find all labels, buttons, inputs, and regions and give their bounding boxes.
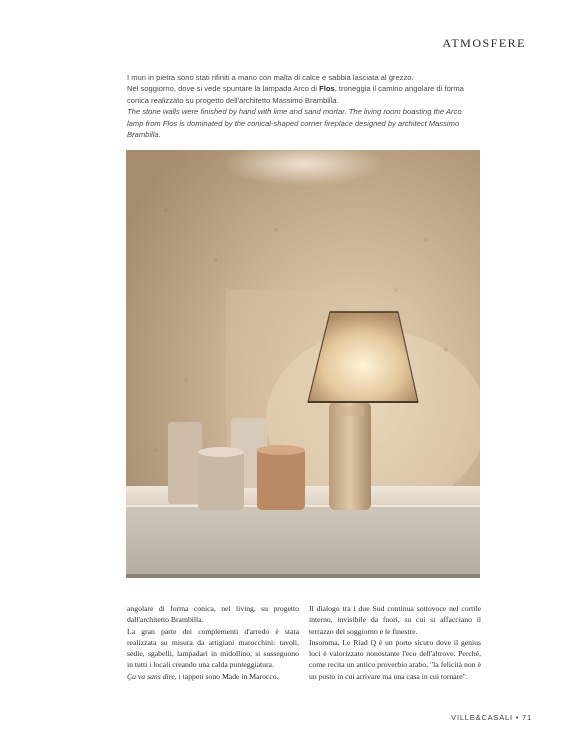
caption-english: The stone walls were finished by hand with lime and sand mortar. The living room boasting the Arco lamp from Flos is dominated by the conical-shaped corner fireplace designed by architect Massimo Brambilla. [127, 107, 462, 140]
photo-caption [127, 72, 472, 140]
section-title: ATMOSFERE [442, 36, 526, 50]
caption-italian [127, 72, 472, 106]
body-italic-phrase: Ça va sans dire [127, 671, 175, 681]
lamp-still-life-image [126, 150, 480, 578]
body-paragraph: Insomma, Le Riad Q è un porto sicuro dove il genius loci è valorizzato nonostante l'eco dell'altrove. Perché, come recita un antico proverbio arabo, "la felicità non è un posto in cui arrivare ma una casa in cui tornare". [309, 637, 481, 681]
body-paragraph [127, 671, 299, 682]
caption-brand: Flos [319, 84, 335, 94]
lamp-base [329, 402, 371, 510]
body-paragraph: Il dialogo tra i due Sud continua sottovoce nel cortile interno, invisibile da fuori, su cui si affacciano il terrazzo del soggiorno e le finestre. [309, 604, 481, 636]
vase-4 [257, 448, 305, 510]
caption-italian-part2-pre: Nel soggiorno, dove si vede spuntare la lampada Arco di [127, 84, 320, 94]
page-folio: VILLE&CASALI • 71 [451, 713, 532, 722]
body-paragraph: angolare di forma conica, nel living, su progetto dall'architetto Brambilla. [127, 604, 299, 625]
caption-italian-part1: I muri in pietra sono stati rifiniti a mano con malta di calce e sabbia lasciata al grezzo. [127, 73, 414, 82]
body-column-right [309, 603, 481, 682]
body-paragraph: La gran parte dei complementi d'arredo è stata realizzata su misura da artigiani marocchini: tavoli, sedie, sgabelli, lampadari in midollino, si susseguono in tutti i locali creando una calda punteggiatura. [127, 626, 299, 670]
caption-italian-part2-post: , troneggia il camino angolare di forma conica realizzato su progetto dell'architetto Massimo Brambilla. [127, 84, 464, 105]
body-column-left [127, 603, 299, 682]
vase-1 [168, 422, 202, 504]
body-text: , i tappeti sono Made in Marocco. [174, 671, 279, 681]
interior-photo [126, 150, 480, 578]
vase-3 [198, 450, 244, 510]
